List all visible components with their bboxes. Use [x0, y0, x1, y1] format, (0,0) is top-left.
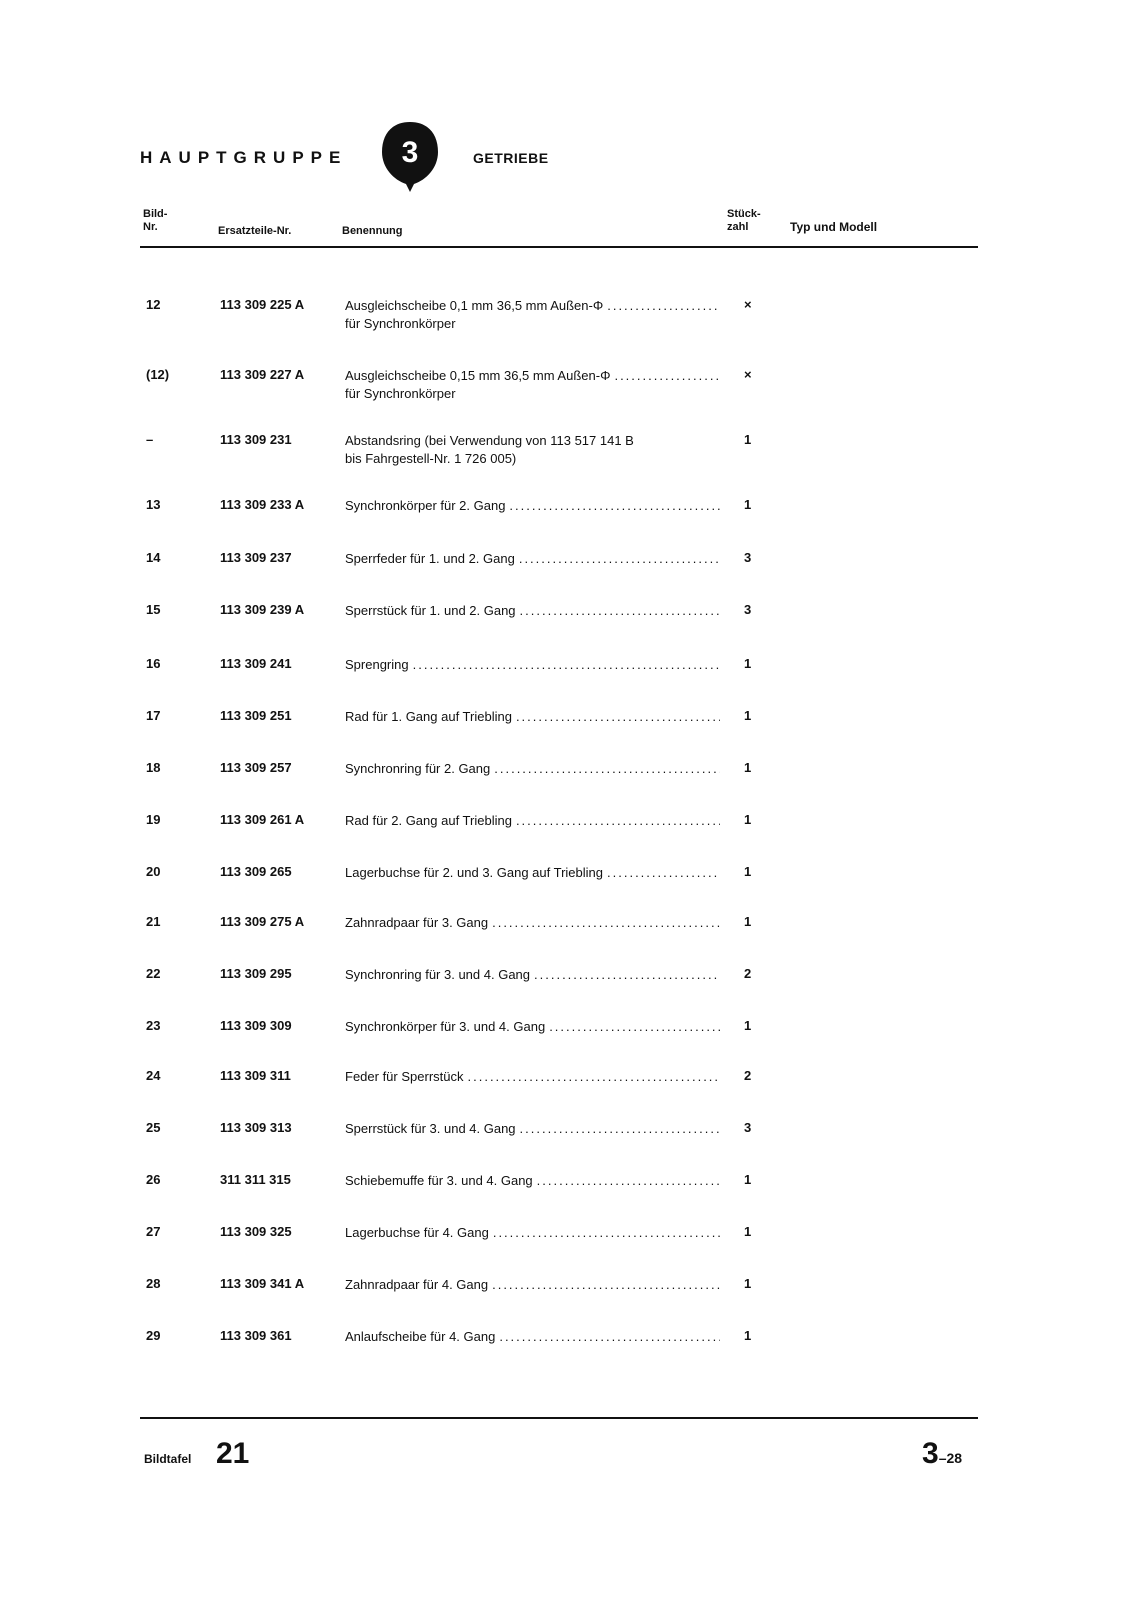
leader-dots: [520, 602, 720, 620]
quantity: 3: [744, 550, 752, 565]
quantity: 1: [744, 1018, 752, 1033]
part-description: [345, 297, 720, 333]
part-number: 113 309 261 A: [220, 812, 305, 827]
part-number: 113 309 237: [220, 550, 292, 565]
quantity: 1: [744, 432, 752, 447]
description-line1: Feder für Sperrstück: [345, 1069, 464, 1084]
description-line1: Lagerbuchse für 2. und 3. Gang auf Triebling: [345, 865, 604, 880]
quantity: 3: [744, 1120, 752, 1135]
description-line1: Zahnradpaar für 3. Gang: [345, 915, 489, 930]
picture-number: 17: [146, 708, 161, 723]
picture-number: 14: [146, 550, 161, 565]
quantity: 1: [744, 760, 752, 775]
description-line1: Sperrstück für 1. und 2. Gang: [345, 603, 516, 618]
quantity: ×: [744, 297, 752, 312]
quantity: 1: [744, 708, 752, 723]
part-number: 113 309 361: [220, 1328, 292, 1343]
leader-dots: [516, 708, 720, 726]
part-description: [345, 1276, 720, 1294]
part-number: 113 309 341 A: [220, 1276, 305, 1291]
part-description: [345, 1328, 720, 1346]
description-line1: Abstandsring (bei Verwendung von 113 517 141 B: [345, 433, 634, 448]
column-header-bild-line2: Nr.: [143, 221, 158, 233]
leader-dots: [519, 550, 720, 568]
description-line1: Lagerbuchse für 4. Gang: [345, 1225, 489, 1240]
description-line1: Sperrfeder für 1. und 2. Gang: [345, 551, 515, 566]
part-description: [345, 914, 720, 932]
group-number: 3: [401, 136, 419, 169]
part-number: 113 309 231: [220, 432, 292, 447]
leader-dots: [509, 497, 720, 515]
picture-number: 13: [146, 497, 161, 512]
column-header-ersatzteil: Ersatzteile-Nr.: [218, 225, 292, 237]
footer-divider: [140, 1417, 978, 1419]
quantity: 1: [744, 1276, 752, 1291]
footer-label: Bildtafel: [144, 1452, 192, 1466]
part-number: 113 309 251: [220, 708, 292, 723]
part-number: 113 309 311: [220, 1068, 291, 1083]
description-line1: Synchronkörper für 2. Gang: [345, 498, 506, 513]
leader-dots: [607, 297, 720, 315]
leader-dots: [549, 1018, 720, 1036]
column-header-bild-line1: Bild-: [143, 208, 168, 220]
description-line2: für Synchronkörper: [345, 386, 456, 401]
part-number: 113 309 309: [220, 1018, 292, 1033]
part-description: [345, 760, 720, 778]
leader-dots: [607, 864, 720, 882]
part-description: [345, 708, 720, 726]
picture-number: 26: [146, 1172, 161, 1187]
description-line1: Schiebemuffe für 3. und 4. Gang: [345, 1173, 533, 1188]
picture-number: 18: [146, 760, 161, 775]
part-number: 113 309 295: [220, 966, 292, 981]
quantity: 1: [744, 812, 752, 827]
page-number: [922, 1437, 962, 1471]
part-number: 311 311 315: [220, 1172, 291, 1187]
quantity: 1: [744, 914, 752, 929]
picture-number: 15: [146, 602, 161, 617]
leader-dots: [499, 1328, 720, 1346]
part-number: 113 309 325: [220, 1224, 292, 1239]
description-line1: Ausgleichscheibe 0,1 mm 36,5 mm Außen-Φ: [345, 298, 604, 313]
description-line1: Synchronring für 3. und 4. Gang: [345, 967, 531, 982]
picture-number: –: [146, 432, 154, 447]
part-description: [345, 602, 720, 620]
part-number: 113 309 275 A: [220, 914, 305, 929]
description-line2: bis Fahrgestell-Nr. 1 726 005): [345, 451, 517, 466]
part-description: [345, 432, 720, 468]
picture-number: 16: [146, 656, 161, 671]
leader-dots: [492, 1276, 720, 1294]
part-description: [345, 812, 720, 830]
description-line1: Anlaufscheibe für 4. Gang: [345, 1329, 496, 1344]
quantity: 2: [744, 966, 752, 981]
leader-dots: [537, 1172, 720, 1190]
part-description: [345, 1068, 720, 1086]
part-number: 113 309 265: [220, 864, 292, 879]
description-line1: Sperrstück für 3. und 4. Gang: [345, 1121, 516, 1136]
column-header-stueck-line2: zahl: [727, 221, 749, 233]
picture-number: 12: [146, 297, 161, 312]
plate-number: 21: [216, 1437, 250, 1470]
picture-number: 21: [146, 914, 161, 929]
description-line1: Zahnradpaar für 4. Gang: [345, 1277, 489, 1292]
leader-dots: [492, 914, 720, 932]
picture-number: 28: [146, 1276, 161, 1291]
quantity: 1: [744, 1172, 752, 1187]
leader-dots: [516, 812, 720, 830]
part-description: [345, 1224, 720, 1242]
page-number-main: 3: [922, 1437, 939, 1470]
part-description: [345, 1018, 720, 1036]
column-header-benennung: Benennung: [342, 225, 403, 237]
description-line1: Rad für 1. Gang auf Triebling: [345, 709, 512, 724]
leader-dots: [413, 656, 720, 674]
part-description: [345, 367, 720, 403]
leader-dots: [520, 1120, 720, 1138]
quantity: 1: [744, 656, 752, 671]
group-name: GETRIEBE: [473, 150, 549, 166]
picture-number: (12): [146, 367, 170, 382]
part-description: [345, 1120, 720, 1138]
column-header-typ-modell: Typ und Modell: [790, 220, 878, 234]
picture-number: 27: [146, 1224, 161, 1239]
quantity: 1: [744, 1328, 752, 1343]
column-header-stueck-line1: Stück-: [727, 208, 761, 220]
part-description: [345, 550, 720, 568]
picture-number: 19: [146, 812, 161, 827]
part-description: [345, 966, 720, 984]
quantity: 1: [744, 864, 752, 879]
description-line1: Synchronkörper für 3. und 4. Gang: [345, 1019, 546, 1034]
picture-number: 24: [146, 1068, 161, 1083]
part-number: 113 309 225 A: [220, 297, 305, 312]
part-number: 113 309 257: [220, 760, 292, 775]
part-description: [345, 497, 720, 515]
description-line2: für Synchronkörper: [345, 316, 456, 331]
part-number: 113 309 227 A: [220, 367, 305, 382]
picture-number: 20: [146, 864, 161, 879]
page-number-suffix: –28: [938, 1450, 963, 1466]
main-group-title: HAUPTGRUPPE: [140, 148, 348, 167]
description-line1: Ausgleichscheibe 0,15 mm 36,5 mm Außen-Φ: [345, 368, 611, 383]
leader-dots: [614, 367, 720, 385]
leader-dots: [493, 1224, 720, 1242]
part-description: [345, 656, 720, 674]
quantity: 2: [744, 1068, 752, 1083]
leader-dots: [494, 760, 720, 778]
description-line1: Synchronring für 2. Gang: [345, 761, 491, 776]
picture-number: 25: [146, 1120, 161, 1135]
picture-number: 29: [146, 1328, 161, 1343]
part-number: 113 309 233 A: [220, 497, 305, 512]
quantity: 1: [744, 497, 752, 512]
part-number: 113 309 241: [220, 656, 292, 671]
part-description: [345, 864, 720, 882]
picture-number: 23: [146, 1018, 161, 1033]
quantity: ×: [744, 367, 752, 382]
part-number: 113 309 313: [220, 1120, 292, 1135]
description-line1: Rad für 2. Gang auf Triebling: [345, 813, 512, 828]
quantity: 1: [744, 1224, 752, 1239]
description-line1: Sprengring: [345, 657, 409, 672]
leader-dots: [534, 966, 720, 984]
part-number: 113 309 239 A: [220, 602, 305, 617]
quantity: 3: [744, 602, 752, 617]
part-description: [345, 1172, 720, 1190]
picture-number: 22: [146, 966, 161, 981]
leader-dots: [468, 1068, 721, 1086]
